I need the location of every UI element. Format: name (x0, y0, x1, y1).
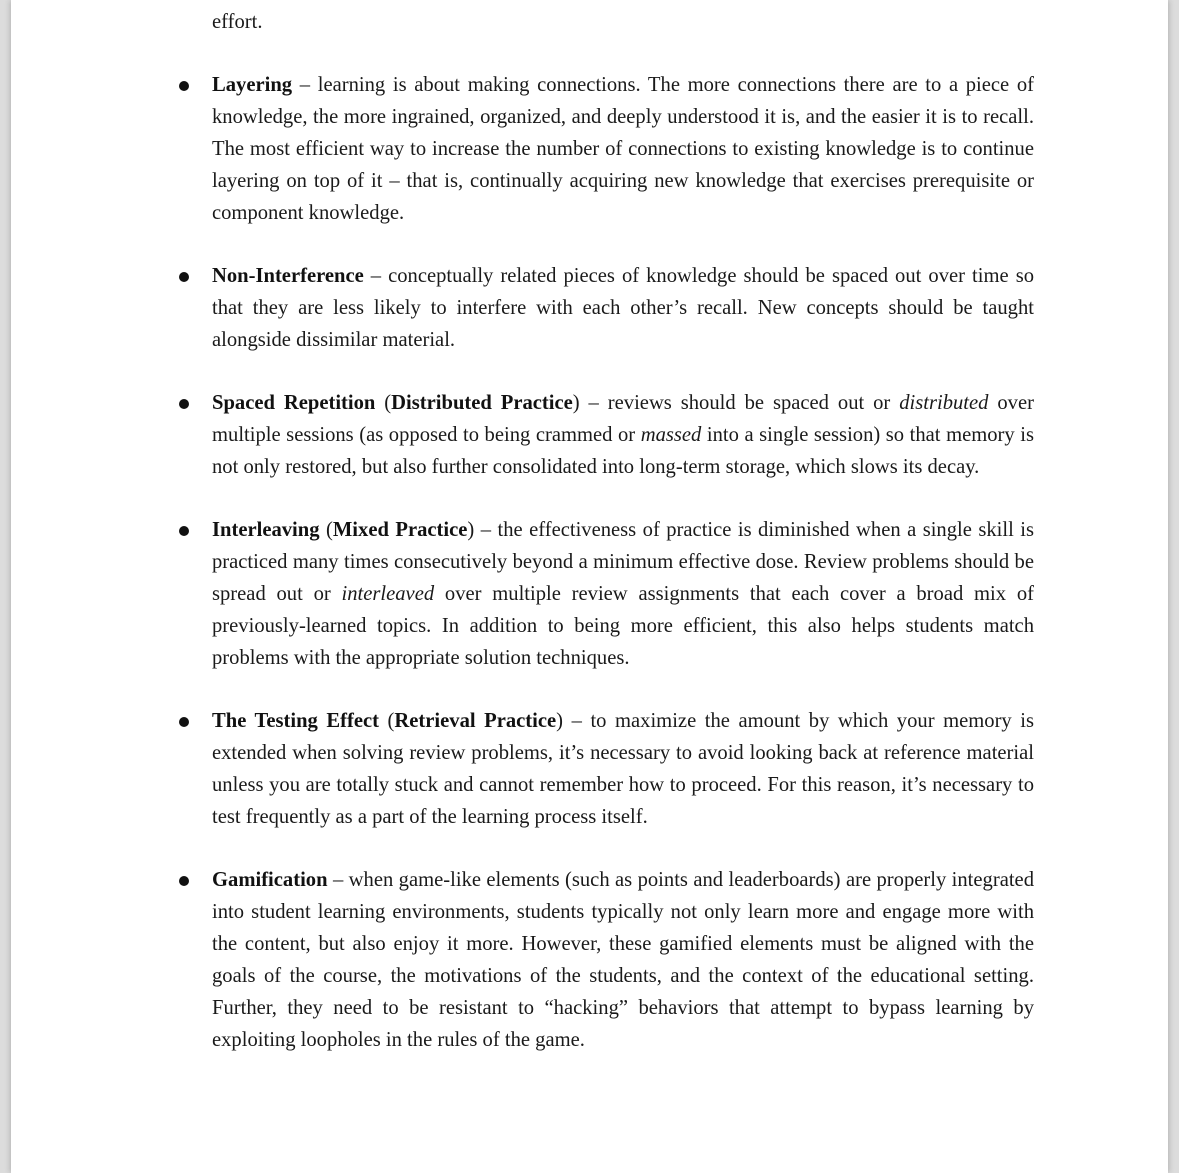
item-description: the effectiveness of practice is diminished when a single skill is practiced many times consecutively beyond a minimum effective dose. Review problems should be spread out or (212, 519, 1035, 605)
item-term: The Testing Effect (212, 710, 379, 732)
bullet-icon (179, 81, 189, 91)
bullet-icon (179, 272, 189, 282)
emphasized-text: massed (640, 424, 702, 446)
item-term: Spaced Repetition (212, 392, 376, 414)
principles-list (212, 69, 1034, 1056)
emphasized-text: interleaved (341, 583, 435, 605)
item-alt-term: Mixed Practice (332, 519, 468, 541)
item-description: when game-like elements (such as points and leaderboards) are properly integrated into student learning environments, students typically not only learn more and engage more with the content, but also enjoy it more. However, these gamified elements must be aligned with the goals of the course, the motivations of the students, and the context of the educational setting. Further, they need to be resistant to “hacking” behaviors that attempt to bypass learning by exploiting loopholes in the rules of the game. (212, 869, 1034, 1051)
item-description: over multiple review assignments that each cover a broad mix of previously-learned topics. In addition to being more efficient, this also helps students match problems with the appropriate solution techniques. (212, 583, 1034, 669)
list-item: Spaced Repetition (Distributed Practice) – reviews should be spaced out or distributed over multiple sessions (as opposed to being crammed or massed into a single session) so that memory is not only restored, but also further consolidated into long-term storage, which slows its decay. (212, 387, 1034, 483)
item-description: over multiple sessions (as opposed to being crammed or (212, 392, 1034, 446)
item-term: Gamification (212, 869, 328, 891)
carryover-text: effort. (212, 11, 263, 33)
item-alt-term: Distributed Practice (391, 392, 573, 414)
item-description: learning is about making connections. The more connections there are to a piece of knowledge, the more ingrained, organized, and deeply understood it is, and the easier it is to recall. The most efficient way to increase the number of connections to existing knowledge is to continue layering on top of it – that is, continually acquiring new knowledge that exercises prerequisite or component knowledge. (212, 74, 1035, 224)
bullet-icon (179, 876, 189, 886)
item-alt-term: Retrieval Practice (394, 710, 557, 732)
item-term: Non-Interference (212, 265, 364, 287)
item-description: to maximize the amount by which your memory is extended when solving review problems, it’s necessary to avoid looking back at reference material unless you are totally stuck and cannot remember how to proceed. For this reason, it’s necessary to test frequently as a part of the learning process itself. (212, 710, 1035, 828)
item-description: into a single session) so that memory is not only restored, but also further consolidated into long-term storage, which slows its decay. (212, 424, 1034, 478)
item-term: Layering (212, 74, 293, 96)
list-item: Gamification – when game-like elements (such as points and leaderboards) are properly integrated into student learning environments, students typically not only learn more and engage more with the content, but also enjoy it more. However, these gamified elements must be aligned with the goals of the course, the motivations of the students, and the context of the educational setting. Further, they need to be resistant to “hacking” behaviors that attempt to bypass learning by exploiting loopholes in the rules of the game. (212, 864, 1034, 1056)
list-item: Interleaving (Mixed Practice) – the effectiveness of practice is diminished when a single skill is practiced many times consecutively beyond a minimum effective dose. Review problems should be spread out or interleaved over multiple review assignments that each cover a broad mix of previously-learned topics. In addition to being more efficient, this also helps students match problems with the appropriate solution techniques. (212, 514, 1034, 674)
item-description: reviews should be spaced out or (607, 392, 900, 414)
item-description: conceptually related pieces of knowledge should be spaced out over time so that they are less likely to interfere with each other’s recall. New concepts should be taught alongside dissimilar material. (212, 265, 1035, 351)
bullet-icon (179, 526, 189, 536)
emphasized-text: distributed (899, 392, 989, 414)
list-item: The Testing Effect (Retrieval Practice) – to maximize the amount by which your memory is extended when solving review problems, it’s necessary to avoid looking back at reference material unless you are totally stuck and cannot remember how to proceed. For this reason, it’s necessary to test frequently as a part of the learning process itself. (212, 705, 1034, 833)
list-item: Layering – learning is about making connections. The more connections there are to a piece of knowledge, the more ingrained, organized, and deeply understood it is, and the easier it is to recall. The most efficient way to increase the number of connections to existing knowledge is to continue layering on top of it – that is, continually acquiring new knowledge that exercises prerequisite or component knowledge. (212, 69, 1034, 229)
list-item: Non-Interference – conceptually related pieces of knowledge should be spaced out over time so that they are less likely to interfere with each other’s recall. New concepts should be taught alongside dissimilar material. (212, 260, 1034, 356)
bullet-icon (179, 717, 189, 727)
page-content (212, 6, 1034, 1087)
document-page (11, 0, 1168, 1173)
item-term: Interleaving (212, 519, 320, 541)
bullet-icon (179, 399, 189, 409)
